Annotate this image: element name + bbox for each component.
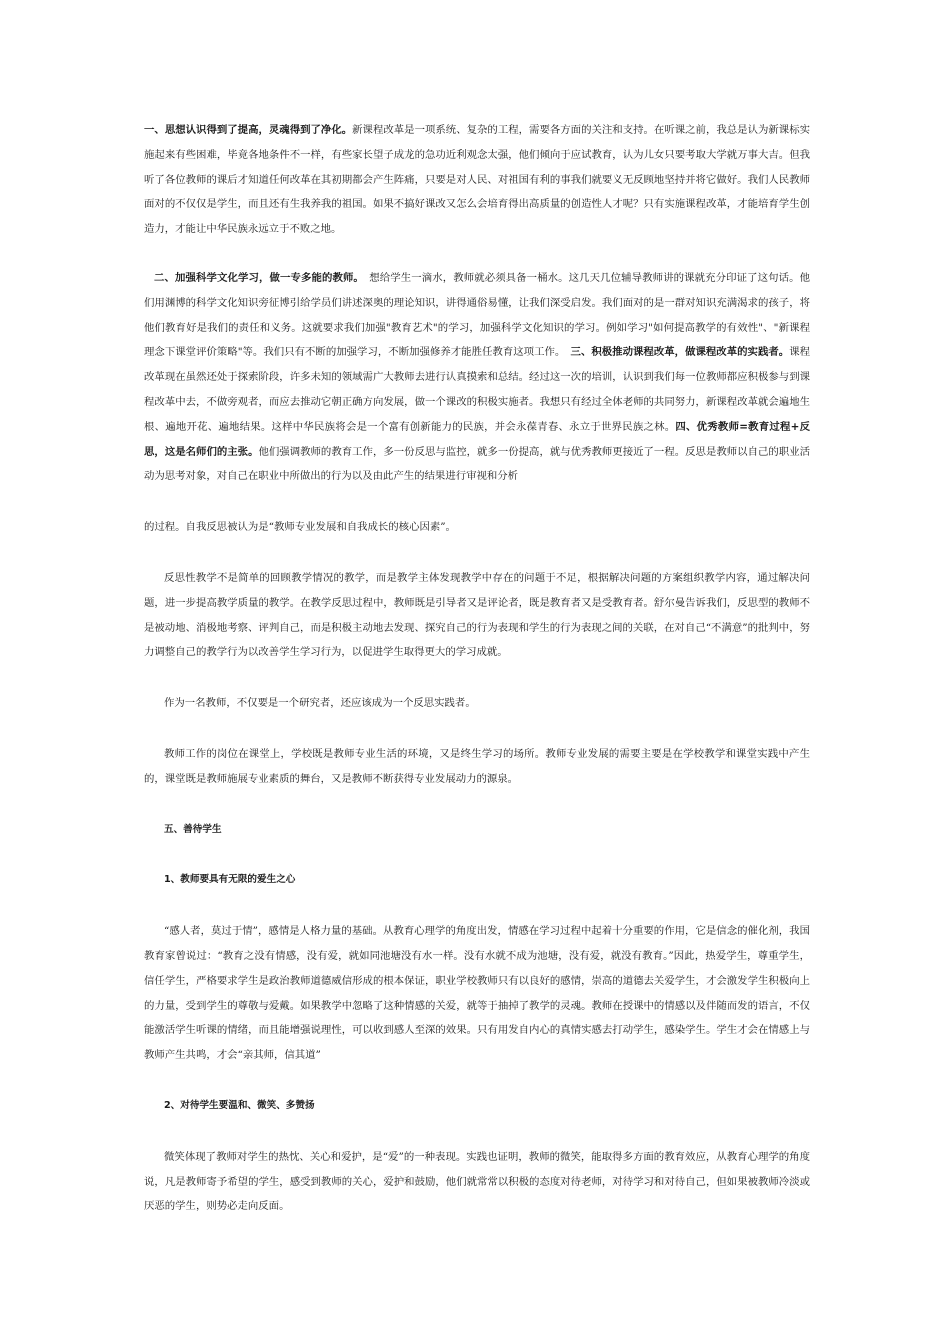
section-heading-4: 四、优秀教师=教育过程+反思，这是名师们的主张。 bbox=[144, 420, 810, 458]
subheading-smile: 2、对待学生要温和、微笑、多赞扬 bbox=[164, 1099, 315, 1111]
section-heading-3: 三、积极推动课程改革，做课程改革的实践者。 bbox=[570, 346, 790, 359]
paragraph-text: 新课程改革是一项系统、复杂的工程，需要各方面的关注和支持。在听课之前，我总是认为新课标实施起来有些困难，毕竟各地条件不一样，有些家长望子成龙的急功近利观念太强，他们倾向于应试教育，认为儿女只要考取大学就万事大吉。但我听了各位教师的课后才知道任何改革在其初期都会产生阵痛，只要是对人民、对祖国有利的事我们就要义无反顾地坚持并将它做好。我们人民教师面对的不仅仅是学生，而且还有生我养我的祖国。如果不搞好课改又怎么会培育得出高质量的创造性人才呢？只有实施课程改革，才能培育学生创造力，才能让中华民族永远立于不败之地。 bbox=[144, 124, 811, 236]
paragraph-emotion: “感人者，莫过于情”，感情是人格力量的基础。从教育心理学的角度出发，情感在学习过程中起着十分重要的作用，它是信念的催化剂，我国教育家曾说过：“教育之没有情感，没有爱，就如同池塘没有水一样。没有水就不成为池塘，没有爱，就没有教育。”因此，热爱学生，尊重学生，信任学生，严格要求学生是政治教师道德威信形成的根本保证，职业学校教师只有以良好的感情，崇高的道德去关爱学生，才会激发学生积极向上的力量，受到学生的尊敬与爱戴。如果教学中忽略了这种情感的关爱，就等于抽掉了教学的灵魂。教师在授课中的情感以及伴随而发的语言，不仅能激活学生听课的情绪，而且能增强说理性，可以收到感人至深的效果。只有用发自内心的真情实感去打动学生，感染学生。学生才会在情感上与教师产生共鸣，才会“亲其师，信其道” bbox=[144, 925, 810, 1062]
section-heading-1: 一、思想认识得到了提高，灵魂得到了净化。 bbox=[144, 124, 353, 136]
section-heading-5: 五、善待学生 bbox=[164, 823, 222, 835]
document-body bbox=[144, 118, 810, 1219]
paragraph-text: 课程改革现在虽然还处于探索阶段，许多未知的领域需广大教师去进行认真摸索和总结。经过这一次的培训，认识到我们每一位教师都应积极参与到课程改革中去，不做旁观者，而应去推动它朝正确方向发展，做一个课改的积极实施者。我想只有经过全体老师的共同努力，新课程改革就会遍地生根、遍地开花、遍地结果。这样中华民族将会是一个富有创新能力的民族，并会永葆青春、永立于世界民族之林。 bbox=[144, 346, 811, 433]
paragraph-classroom: 教师工作的岗位在课堂上，学校既是教师专业生活的环境，又是终生学习的场所。教师专业发展的需要主要是在学校教学和课堂实践中产生的，课堂既是教师施展专业素质的舞台，又是教师不断获得专业发展动力的源泉。 bbox=[144, 747, 810, 785]
paragraph-reflective-teaching: 反思性教学不是简单的回顾教学情况的教学，而是教学主体发现教学中存在的问题于不足，根据解决问题的方案组织教学内容，通过解决问题，进一步提高教学质量的教学。在教学反思过程中，教师既是引导者又是评论者，既是教育者又是受教育者。舒尔曼告诉我们，反思型的教师不是被动地、消极地考察、评判自己，而是积极主动地去发现、探究自己的行为表现和学生的行为表现之间的关联，在对自己“不满意”的批判中，努力调整自己的教学行为以改善学生学习行为，以促进学生取得更大的学习成就。 bbox=[144, 571, 810, 659]
paragraph-study bbox=[144, 266, 810, 489]
paragraph-researcher: 作为一名教师，不仅要是一个研究者，还应该成为一个反思实践者。 bbox=[164, 697, 476, 710]
paragraph-text: 想给学生一滴水，教师就必须具备一桶水。这几天几位辅导教师讲的课就充分印证了这句话。他们用渊博的科学文化知识旁征博引给学员们讲述深奥的理论知识，讲得通俗易懂，让我们深受启发。我们面对的是一群对知识充满渴求的孩子，将他们教育好是我们的责任和义务。这就要求我们加强"教育艺术"的学习，加强科学文化知识的学习。例如学习"如何提高教学的有效性"、"新课程理念下课堂评价策略"等。我们只有不断的加强学习，不断加强修养才能胜任教育这项工作。 bbox=[144, 271, 810, 359]
subheading-love: 1、教师要具有无限的爱生之心 bbox=[164, 874, 296, 886]
paragraph-smile: 微笑体现了教师对学生的热忱、关心和爱护，是“爱”的一种表现。实践也证明，教师的微笑，能取得多方面的教育效应，从教育心理学的角度说，凡是教师寄予希望的学生，感受到教师的关心，爱护和鼓励，他们就常常以积极的态度对待老师，对待学习和对待自己，但如果被教师冷淡或厌恶的学生，则势必走向反面。 bbox=[144, 1150, 810, 1213]
paragraph-text: 他们强调教师的教育工作，多一份反思与监控，就多一份提高，就与优秀教师更接近了一程。反思是教师以自己的职业活动为思考对象，对自己在职业中所做出的行为以及由此产生的结果进行审视和分析 bbox=[144, 445, 811, 483]
section-heading-2: 二、加强科学文化学习，做一专多能的教师。 bbox=[154, 271, 359, 284]
paragraph-reflection-continued: 的过程。自我反思被认为是“教师专业发展和自我成长的核心因素”。 bbox=[144, 521, 456, 534]
paragraph-thought bbox=[144, 118, 810, 242]
